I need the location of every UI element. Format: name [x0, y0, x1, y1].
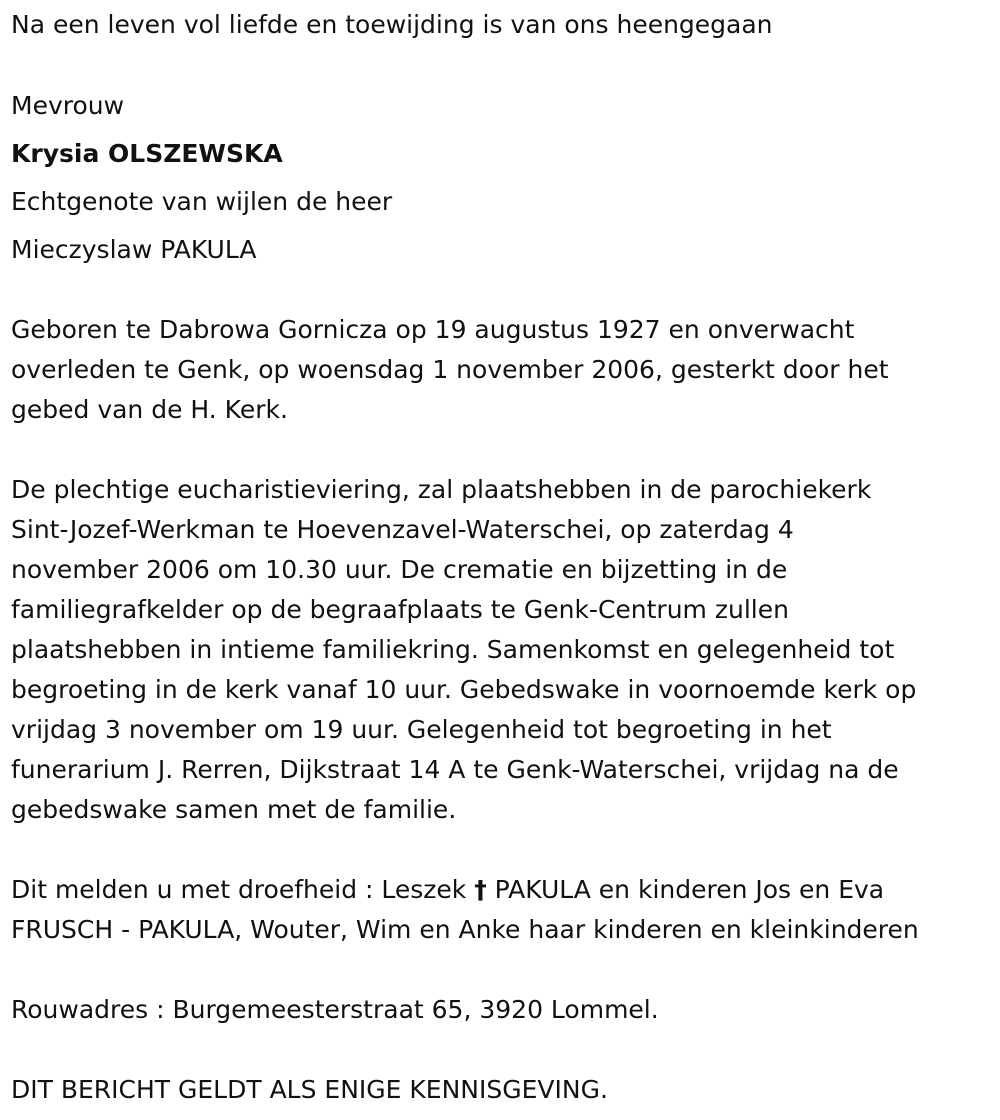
notice-statement: DIT BERICHT GELDT ALS ENIGE KENNISGEVING. — [11, 1075, 608, 1104]
paragraph-line: begroeting in de kerk vanaf 10 uur. Gebedswake in voornoemde kerk op — [11, 675, 917, 704]
spouse-line-1: Echtgenote van wijlen de heer — [11, 187, 393, 216]
cross-icon: † — [474, 875, 487, 904]
family-line-1 — [11, 870, 919, 910]
paragraph-line: plaatshebben in intieme familiekring. Samenkomst en gelegenheid tot — [11, 635, 895, 664]
paragraph-line: november 2006 om 10.30 uur. De crematie en bijzetting in de — [11, 555, 788, 584]
spouse-line-2: Mieczyslaw PAKULA — [11, 235, 257, 264]
paragraph-line: Geboren te Dabrowa Gornicza op 19 augustus 1927 en onverwacht — [11, 315, 855, 344]
paragraph-line: Sint-Jozef-Werkman te Hoevenzavel-Waterschei, op zaterdag 4 — [11, 515, 794, 544]
service-paragraph — [11, 470, 916, 830]
deceased-name: Krysia OLSZEWSKA — [11, 139, 283, 168]
birth-death-paragraph — [11, 310, 889, 430]
family-line-2: FRUSCH - PAKULA, Wouter, Wim en Anke haar kinderen en kleinkinderen — [11, 915, 919, 944]
paragraph-line: vrijdag 3 november om 19 uur. Gelegenheid tot begroeting in het — [11, 715, 832, 744]
honorific-title: Mevrouw — [11, 91, 125, 120]
family-paragraph — [11, 870, 919, 950]
paragraph-line: De plechtige eucharistieviering, zal plaatshebben in de parochiekerk — [11, 475, 872, 504]
paragraph-line: overleden te Genk, op woensdag 1 november 2006, gesterkt door het — [11, 355, 889, 384]
paragraph-line: familiegrafkelder op de begraafplaats te Genk-Centrum zullen — [11, 595, 789, 624]
paragraph-line: funerarium J. Rerren, Dijkstraat 14 A te Genk-Waterschei, vrijdag na de — [11, 755, 899, 784]
paragraph-line: gebedswake samen met de familie. — [11, 795, 457, 824]
family-text-before-cross: Dit melden u met droefheid : Leszek — [11, 875, 475, 904]
family-text-after-cross: PAKULA en kinderen Jos en Eva — [486, 875, 885, 904]
paragraph-line: gebed van de H. Kerk. — [11, 395, 288, 424]
intro-text: Na een leven vol liefde en toewijding is van ons heengegaan — [11, 10, 773, 39]
mourning-address: Rouwadres : Burgemeesterstraat 65, 3920 Lommel. — [11, 995, 659, 1024]
